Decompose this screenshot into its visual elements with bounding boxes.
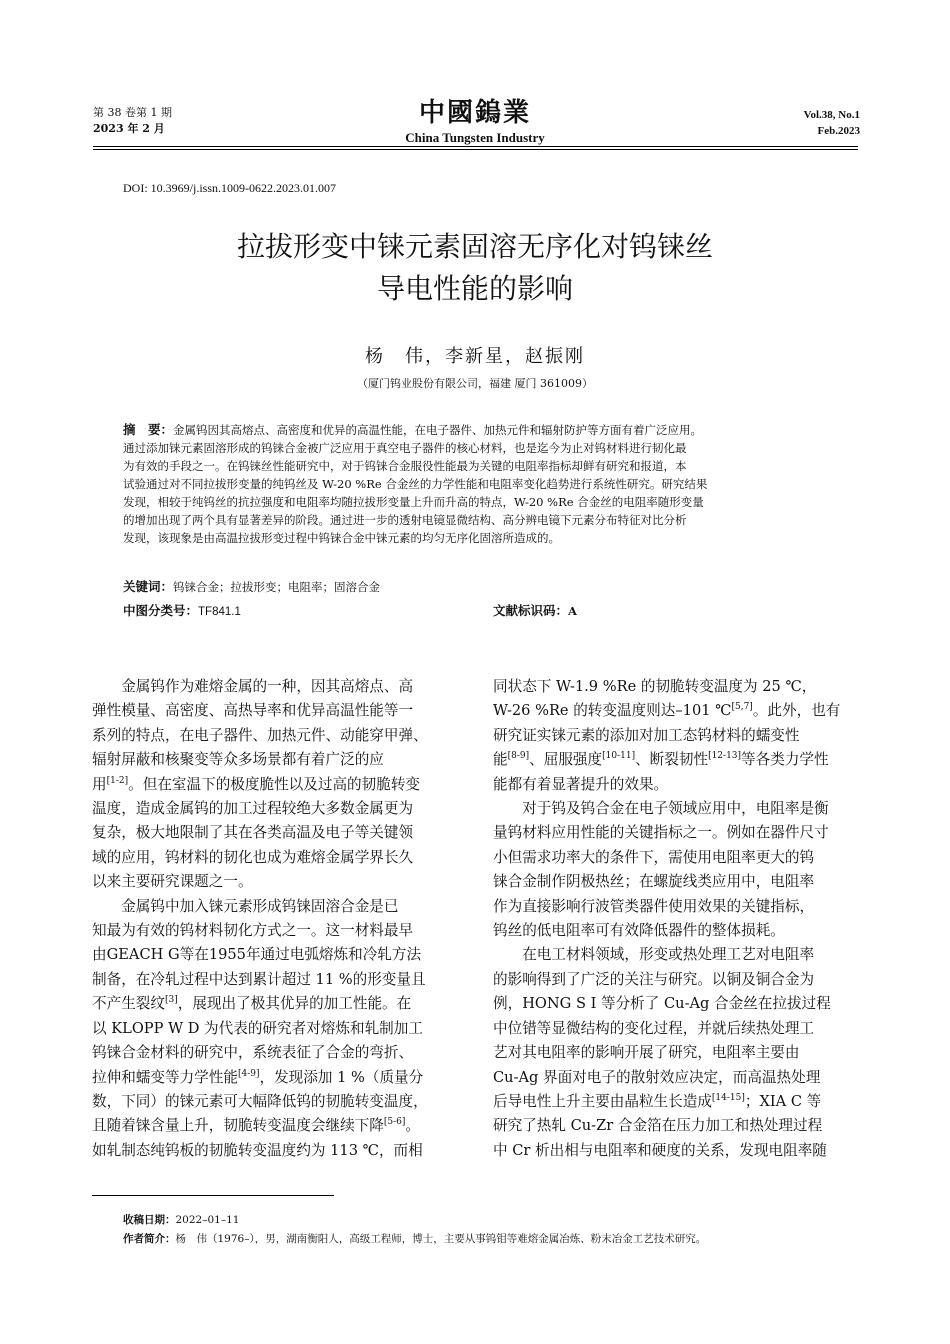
text-line: 铼合金制作阴极热丝；在螺旋线类应用中，电阻率: [493, 873, 815, 891]
citation: [10-11]: [602, 751, 636, 762]
text-line: 例，HONG S I 等分析了 Cu-Ag 合金丝在拉拔过程: [493, 995, 831, 1013]
abstract-line: 通过添加铼元素固溶形成的钨铼合金被广泛应用于真空电子器件的核心材料，也是迄今为止对钨材料进行韧化最: [123, 441, 687, 455]
text-line: 艺对其电阻率的影响开展了研究，电阻率主要由: [493, 1044, 800, 1062]
citation: [12-13]: [708, 751, 742, 762]
text-line: Cu-Ag 界面对电子的散射效应决定，而高温热处理: [493, 1068, 821, 1086]
text-line: 拉伸和蠕变等力学性能[4-9]，发现添加 1 %（质量分: [92, 1068, 424, 1086]
issue-volume-cn: 第 38 卷第 1 期: [93, 106, 172, 119]
journal-name-en: China Tungsten Industry: [405, 130, 545, 145]
text-line: 中位错等显微结构的变化过程，并就后续热处理工: [493, 1019, 815, 1037]
classification-label: 中图分类号：: [123, 603, 199, 618]
text-line: 以 KLOPP W D 为代表的研究者对熔炼和轧制加工: [92, 1019, 423, 1037]
text-line: 弹性模量、高密度、高热导率和优异高温性能等一: [92, 702, 414, 720]
abstract-label: 摘 要：: [123, 422, 174, 437]
received-date: [123, 1210, 239, 1230]
header-rule-2: [93, 149, 858, 150]
journal-logo: 中國鎢業: [418, 98, 531, 128]
header-rule: [93, 146, 858, 147]
text-line: 知最为有效的钨材料韧化方式之一。这一材料最早: [92, 922, 414, 940]
text-line: 量钨材料应用性能的关键指标之一。例如在器件尺寸: [493, 824, 829, 842]
text-line: 制备，在冷轧过程中达到累计超过 11 %的形变量且: [92, 970, 426, 988]
text-line: 能都有着显著提升的效果。: [493, 775, 669, 793]
article-title: [0, 226, 950, 310]
text-line: 作为直接影响行波管类器件使用效果的关键指标，: [493, 897, 815, 915]
abstract-line: 金属钨因其高熔点、高密度和优异的高温性能，在电子器件、加热元件和辐射防护等方面有着广泛应用。: [173, 423, 703, 437]
abstract-line: 发现，相较于纯钨丝的抗拉强度和电阻率均随拉拔形变量上升而升高的特点，W-20 %Re 合金丝的电阻率随形变量: [123, 495, 704, 509]
body-left-column: [92, 675, 462, 1163]
body-right-column: [493, 675, 863, 1163]
text-line: 复杂，极大地限制了其在各类高温及电子等关键领: [92, 824, 414, 842]
author-bio: [123, 1229, 706, 1249]
text-line: W-26 %Re 的转变温度则达–101 ℃[5,7]。此外，也有: [493, 702, 841, 720]
text-line: 金属钨作为难熔金属的一种，因其高熔点、高: [121, 678, 414, 695]
author-bio-label: 作者简介：: [123, 1233, 176, 1245]
text-line: 温度，造成金属钨的加工过程较绝大多数金属更为: [92, 800, 414, 818]
text-line: 系列的特点，在电子器件、加热元件、动能穿甲弹、: [92, 726, 428, 744]
text-line: 钨铼合金材料的研究中，系统表征了合金的弯折、: [92, 1044, 414, 1062]
text-line: 辐射屏蔽和核聚变等众多场景都有着广泛的应: [92, 751, 384, 769]
keywords: [123, 578, 380, 596]
abstract-line: 试验通过对不同拉拔形变量的纯钨丝及 W-20 %Re 合金丝的力学性能和电阻率变化趋势进行系统性研究。研究结果: [123, 477, 708, 491]
text-line: 用[1-2]。但在室温下的极度脆性以及过高的韧脆转变: [92, 775, 421, 793]
authors: 杨 伟，李新星，赵振刚: [365, 346, 585, 367]
issue-date-cn: 2023 年 2 月: [93, 122, 165, 135]
abstract-line: 发现，该现象是由高温拉拔形变过程中钨铼合金中铼元素的均匀无序化固溶所造成的。: [123, 531, 560, 545]
classification: [123, 602, 241, 621]
text-line: 能[8-9]、屈服强度[10-11]、断裂韧性[12-13]等各类力学性: [493, 751, 829, 769]
text-line: 且随着铼含量上升，韧脆转变温度会继续下降[5-6]。: [92, 1117, 421, 1135]
text-line: 同状态下 W-1.9 %Re 的韧脆转变温度为 25 ℃，: [493, 678, 817, 695]
issue-volume-en: Vol.38, No.1: [803, 109, 860, 121]
citation: [5,7]: [731, 702, 753, 713]
text-line: 研究了热轧 Cu-Zr 合金箔在压力加工和热处理过程: [493, 1117, 823, 1135]
text-line: 的影响得到了广泛的关注与研究。以铜及铜合金为: [493, 970, 815, 988]
text-line: 中 Cr 析出相与电阻率和硬度的关系，发现电阻率随: [493, 1141, 827, 1159]
footnote-rule: [92, 1195, 334, 1196]
classification-value: TF841.1: [198, 606, 241, 618]
citation: [4-9]: [237, 1068, 260, 1079]
citation: [14-15]: [711, 1092, 745, 1103]
text-line: 金属钨中加入铼元素形成钨铼固溶合金是已: [121, 897, 399, 915]
text-line: 小但需求功率大的条件下，需使用电阻率更大的钨: [493, 848, 815, 866]
text-line: 研究证实铼元素的添加对加工态钨材料的蠕变性: [493, 726, 800, 744]
text-line: 域的应用，钨材料的韧化也成为难熔金属学界长久: [92, 848, 414, 866]
title-line-1: 拉拔形变中铼元素固溶无序化对钨铼丝: [236, 230, 713, 263]
document-code-value: A: [568, 604, 577, 618]
text-line: 对于钨及钨合金在电子领域应用中，电阻率是衡: [522, 800, 829, 818]
text-line: 数，下同）的铼元素可大幅降低钨的韧脆转变温度，: [92, 1092, 428, 1110]
text-line: 不产生裂纹[3]，展现出了极其优异的加工性能。在: [92, 995, 412, 1013]
citation: [1-2]: [106, 775, 129, 786]
citation: [3]: [164, 995, 178, 1006]
citation: [8-9]: [507, 751, 530, 762]
abstract-line: 的增加出现了两个具有显著差异的阶段。通过进一步的透射电镜显微结构、高分辨电镜下元素分布特征对比分析: [123, 513, 687, 527]
text-line: 以来主要研究课题之一。: [92, 873, 253, 891]
doi: DOI: 10.3969/j.issn.1009-0622.2023.01.007: [123, 181, 336, 195]
citation: [5-6]: [383, 1117, 406, 1128]
text-line: 由GEACH G等在1955年通过电弧熔炼和冷轧方法: [92, 946, 422, 964]
received-label: 收稿日期：: [123, 1214, 176, 1226]
abstract-line: 为有效的手段之一。在钨铼丝性能研究中，对于钨铼合金服役性能最为关键的电阻率指标却鲜有研究和报道，本: [123, 459, 687, 473]
affiliation: （厦门钨业股份有限公司，福建 厦门 361009）: [357, 377, 593, 390]
issue-date-en: Feb.2023: [817, 125, 860, 137]
received-value: 2022–01–11: [175, 1214, 240, 1226]
author-bio-value: 杨 伟（1976–），男，湖南衡阳人，高级工程师，博士，主要从事钨钼等难熔金属冶炼、粉末冶金工艺技术研究。: [175, 1233, 707, 1245]
document-code-label: 文献标识码：: [493, 603, 569, 618]
abstract: [123, 421, 833, 547]
keywords-label: 关键词：: [123, 579, 174, 594]
title-line-2: 导电性能的影响: [376, 272, 573, 305]
issue-cn: [93, 105, 172, 137]
keywords-text: 钨铼合金；拉拔形变；电阻率；固溶合金: [173, 580, 381, 594]
text-line: 后导电性上升主要由晶粒生长造成[14-15]；XIA C 等: [493, 1092, 822, 1110]
issue-en: [804, 107, 860, 139]
text-line: 在电工材料领域，形变或热处理工艺对电阻率: [522, 946, 815, 964]
document-code: [493, 602, 577, 620]
text-line: 如轧制态纯钨板的韧脆转变温度约为 113 ℃，而相: [92, 1141, 423, 1159]
text-line: 钨丝的低电阻率可有效降低器件的整体损耗。: [493, 922, 785, 940]
